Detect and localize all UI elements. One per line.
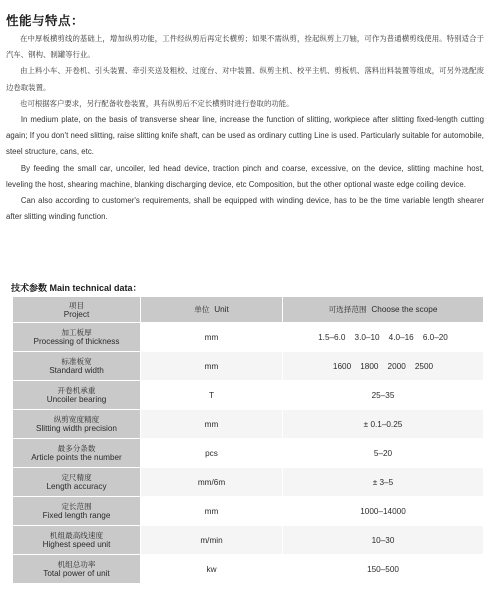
header-unit-cn: 单位 [194, 305, 210, 314]
header-scope-cn: 可选择范围 [328, 305, 367, 314]
table-header-row [13, 297, 484, 323]
param-name-cn: 定尺精度 [61, 473, 92, 482]
table-row [13, 352, 484, 381]
header-project-cn: 项目 [68, 300, 85, 310]
range-cell: 10–30 [283, 526, 484, 555]
param-name-cn: 加工板厚 [61, 328, 92, 337]
unit-cell: mm [141, 410, 283, 439]
table-body [13, 323, 484, 584]
technical-title-en: Main technical data [49, 283, 133, 293]
param-cell [13, 381, 141, 410]
technical-data-table [12, 296, 484, 584]
unit-cell: m/min [141, 526, 283, 555]
param-name-cn: 机组总功率 [57, 560, 96, 569]
range-cell: 1.5–6.0 3.0–10 4.0–16 6.0–20 [283, 323, 484, 352]
features-heading: 性能与特点： [6, 13, 85, 28]
unit-cell: mm [141, 323, 283, 352]
param-name-en: Total power of unit [43, 569, 110, 578]
param-cell [13, 555, 141, 584]
table-row [13, 381, 484, 410]
table-row [13, 526, 484, 555]
param-cell [13, 497, 141, 526]
param-cell [13, 468, 141, 497]
feature-paragraph-en-1: In medium plate, on the basis of transverse shear line, increase the function of slitting, workpiece after slitting fixed-length cutting again; If you don't need slitting, raise slitting knife shaft, can be used as ordinary cutting Line is used. Particularly suitable for automobile, steel structure, cans, etc. [6, 115, 484, 157]
unit-cell: mm [141, 352, 283, 381]
range-cell: ± 0.1–0.25 [283, 410, 484, 439]
param-name-cn: 最多分条数 [57, 444, 96, 453]
header-unit-en: Unit [214, 305, 229, 314]
features-body [6, 31, 484, 225]
param-name-en: Standard width [49, 366, 104, 375]
feature-paragraph-en-2: By feeding the small car, uncoiler, led head device, traction pinch and coarse, excessive, on the device, slitting machine host, leveling the host, shearing machine, blanking discharging device, etc Composition, but the other optional waste edge coiling device. [6, 163, 484, 189]
table-row [13, 323, 484, 352]
header-unit [141, 297, 283, 323]
unit-cell: kw [141, 555, 283, 584]
range-cell: 1600 1800 2000 2500 [283, 352, 484, 381]
param-name-en: Uncoiler bearing [46, 395, 107, 404]
table-row [13, 410, 484, 439]
param-cell [13, 410, 141, 439]
param-name-cn: 机组最高线速度 [49, 531, 104, 540]
table-row [13, 439, 484, 468]
param-name-en: Processing of thickness [33, 337, 120, 346]
range-cell: ± 3–5 [283, 468, 484, 497]
technical-title-cn: 技术参数 [11, 284, 48, 294]
param-cell [13, 323, 141, 352]
param-cell [13, 352, 141, 381]
technical-data-heading [11, 281, 142, 294]
header-project [13, 297, 141, 323]
param-name-cn: 定长范围 [61, 502, 92, 511]
header-project-en: Project [63, 309, 90, 319]
unit-cell: pcs [141, 439, 283, 468]
param-name-cn: 标准板宽 [61, 357, 92, 366]
range-cell: 5–20 [283, 439, 484, 468]
table-row [13, 555, 484, 584]
range-cell: 1000–14000 [283, 497, 484, 526]
param-cell [13, 439, 141, 468]
param-name-en: Slitting width precision [35, 424, 117, 433]
range-cell: 150–500 [283, 555, 484, 584]
technical-title-suffix: ： [132, 284, 142, 294]
unit-cell: T [141, 381, 283, 410]
feature-paragraph-zh-3: 也可根据客户要求，另行配备收卷装置，具有纵剪后不定长横剪时进行卷取的功能。 [20, 98, 294, 108]
feature-paragraph-en-3: Can also according to customer's requirements, shall be equipped with winding device, has to be the time variable length shearer after slitting winding function. [6, 196, 484, 222]
table-row [13, 468, 484, 497]
param-name-en: Fixed length range [42, 511, 111, 520]
header-scope [283, 297, 484, 323]
param-name-en: Length accuracy [46, 482, 107, 491]
unit-cell: mm [141, 497, 283, 526]
table-row [13, 497, 484, 526]
feature-paragraph-zh-2: 由上料小车、开卷机、引头装置、牵引夹送及粗校、过度台、对中装置、纵剪主机、校平主机、剪板机、落料出料装置等组成，可另外选配废边卷取装置。 [6, 66, 484, 92]
param-name-en: Article points the number [31, 453, 122, 462]
header-scope-en: Choose the scope [371, 305, 438, 314]
feature-paragraph-zh-1: 在中厚板横剪线的基础上，增加纵剪功能，工件经纵剪后再定长横剪；如果不需纵剪，拴起纵剪上刀轴，可作为普通横剪线使用。特别适合于汽车、钢构、制罐等行业。 [6, 34, 484, 60]
range-cell: 25–35 [283, 381, 484, 410]
param-cell [13, 526, 141, 555]
param-name-cn: 纵剪宽度精度 [53, 415, 100, 424]
param-name-en: Highest speed unit [42, 540, 111, 549]
param-name-cn: 开卷机承重 [57, 386, 96, 395]
unit-cell: mm/6m [141, 468, 283, 497]
